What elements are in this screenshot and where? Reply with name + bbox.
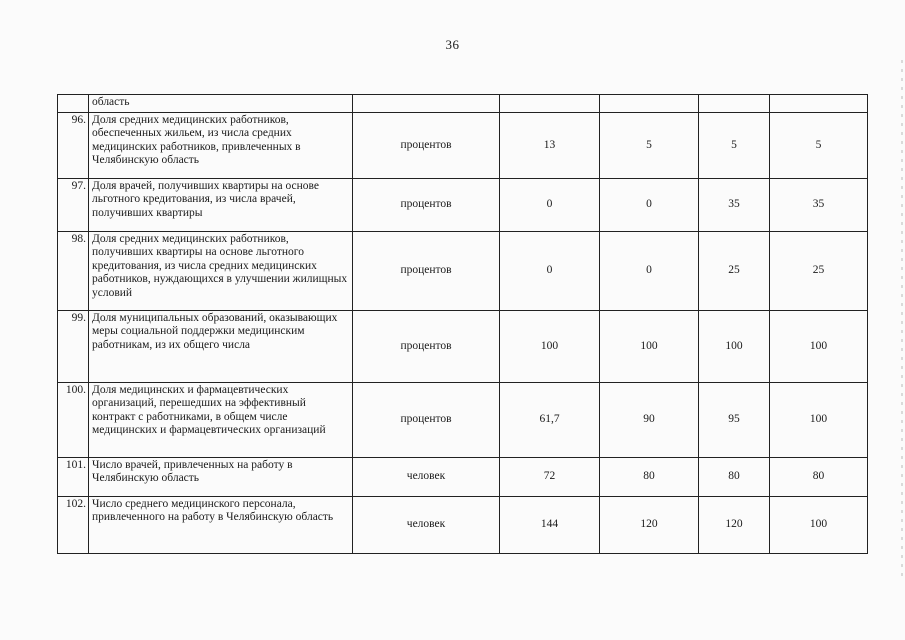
indicator-value-3: 95 — [699, 383, 770, 458]
unit-of-measure: человек — [353, 458, 500, 497]
scan-edge-artifact — [901, 60, 903, 580]
indicator-name: Число врачей, привлеченных на работу в Челябинскую область — [89, 458, 353, 497]
indicator-value-3: 35 — [699, 179, 770, 232]
indicator-value-4: 80 — [770, 458, 868, 497]
row-number: 100. — [58, 383, 89, 458]
indicator-value-4: 5 — [770, 113, 868, 179]
unit-of-measure: человек — [353, 497, 500, 554]
page-number: 36 — [445, 37, 460, 52]
table-row — [58, 95, 868, 113]
table-row — [58, 311, 868, 383]
indicator-value-1: 61,7 — [500, 383, 600, 458]
unit-of-measure: процентов — [353, 179, 500, 232]
row-number: 98. — [58, 232, 89, 311]
row-number: 102. — [58, 497, 89, 554]
indicator-value-4: 100 — [770, 497, 868, 554]
unit-of-measure: процентов — [353, 311, 500, 383]
table-row — [58, 232, 868, 311]
indicators-table — [57, 94, 868, 554]
indicator-value-2: 90 — [600, 383, 699, 458]
indicator-name: Доля врачей, получивших квартиры на основе льготного кредитования, из числа врачей, получивших квартиры — [89, 179, 353, 232]
table-row — [58, 458, 868, 497]
row-number: 96. — [58, 113, 89, 179]
indicator-value-2: 5 — [600, 113, 699, 179]
row-number — [58, 95, 89, 113]
indicator-name: Число среднего медицинского персонала, привлеченного на работу в Челябинскую область — [89, 497, 353, 554]
indicator-value-3: 120 — [699, 497, 770, 554]
indicator-value-1: 0 — [500, 232, 600, 311]
row-number: 99. — [58, 311, 89, 383]
indicator-value-2: 80 — [600, 458, 699, 497]
indicator-value-3: 80 — [699, 458, 770, 497]
unit-of-measure: процентов — [353, 383, 500, 458]
indicator-value-2: 100 — [600, 311, 699, 383]
table-row — [58, 497, 868, 554]
indicator-value-2 — [600, 95, 699, 113]
indicator-name: Доля средних медицинских работников, обеспеченных жильем, из числа средних медицинских работников, привлеченных в Челябинскую область — [89, 113, 353, 179]
indicator-value-1: 72 — [500, 458, 600, 497]
indicator-value-3: 25 — [699, 232, 770, 311]
indicator-name: Доля медицинских и фармацевтических организаций, перешедших на эффективный контракт с работниками, в общем числе медицинских и фармацевтических организаций — [89, 383, 353, 458]
table-body — [58, 95, 868, 554]
unit-of-measure: процентов — [353, 232, 500, 311]
indicator-name: Доля средних медицинских работников, получивших квартиры на основе льготного кредитования, из числа средних медицинских работников, нуждающихся в улучшении жилищных условий — [89, 232, 353, 311]
indicator-value-4: 35 — [770, 179, 868, 232]
indicator-value-4: 100 — [770, 383, 868, 458]
table-row — [58, 113, 868, 179]
indicator-value-2: 0 — [600, 232, 699, 311]
indicator-name: Доля муниципальных образований, оказывающих меры социальной поддержки медицинским работникам, из их общего числа — [89, 311, 353, 383]
indicator-value-3: 5 — [699, 113, 770, 179]
indicator-value-2: 0 — [600, 179, 699, 232]
indicator-value-1: 144 — [500, 497, 600, 554]
indicator-value-3: 100 — [699, 311, 770, 383]
indicator-value-1: 13 — [500, 113, 600, 179]
indicator-value-4 — [770, 95, 868, 113]
indicator-value-3 — [699, 95, 770, 113]
indicator-value-4: 100 — [770, 311, 868, 383]
unit-of-measure: процентов — [353, 113, 500, 179]
indicator-name: область — [89, 95, 353, 113]
row-number: 97. — [58, 179, 89, 232]
table-row — [58, 383, 868, 458]
unit-of-measure — [353, 95, 500, 113]
indicator-value-1: 100 — [500, 311, 600, 383]
indicator-value-2: 120 — [600, 497, 699, 554]
row-number: 101. — [58, 458, 89, 497]
indicator-value-1: 0 — [500, 179, 600, 232]
indicator-value-1 — [500, 95, 600, 113]
table-row — [58, 179, 868, 232]
indicator-value-4: 25 — [770, 232, 868, 311]
